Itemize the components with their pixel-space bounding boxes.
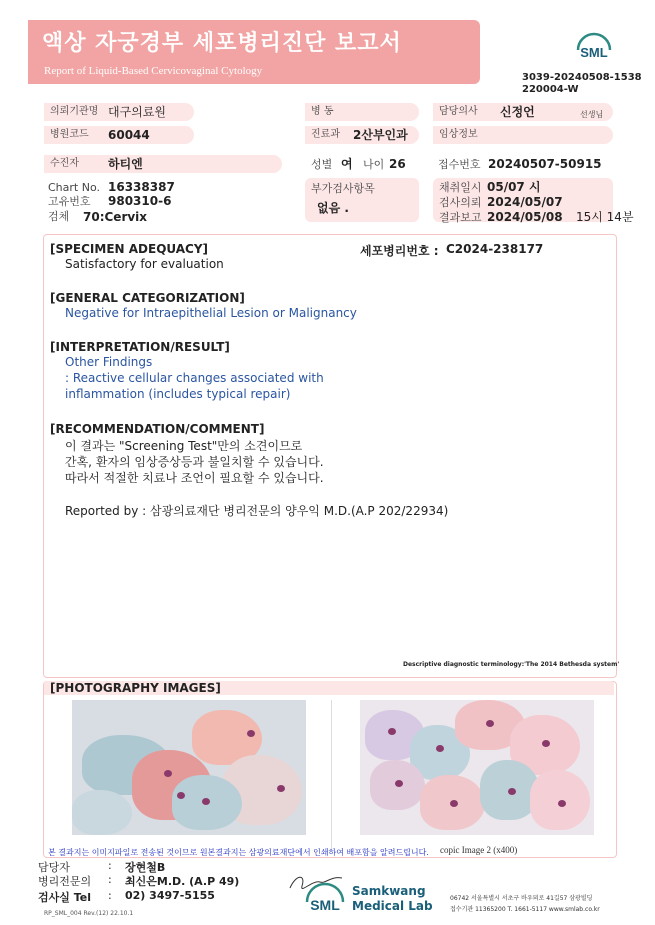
pathologist-colon: : xyxy=(108,873,112,886)
tel-value: 02) 3497-5155 xyxy=(125,889,215,902)
extra-label: 부가검사항목 xyxy=(311,182,375,195)
brand-line2: Medical Lab xyxy=(352,899,433,913)
interp-line1: Other Findings xyxy=(65,355,153,369)
hospital-code-label: 병원코드 xyxy=(44,126,194,144)
request-label: 검사의뢰 xyxy=(439,196,482,209)
age-label: 나이 xyxy=(363,158,385,171)
sex-label: 성별 xyxy=(311,158,333,171)
samkwang-logo xyxy=(302,880,348,920)
doctor-suffix: 선생님 xyxy=(580,110,604,119)
collect-value: 05/07 시 xyxy=(487,180,541,194)
cytology-image-1 xyxy=(72,700,306,835)
form-code: RP_SML_004 Rev.(12) 22.10.1 xyxy=(44,910,134,917)
dept-value: 2산부인과 xyxy=(353,128,408,142)
report-label: 결과보고 xyxy=(439,211,482,224)
general-text: Negative for Intraepithelial Lesion or Malignancy xyxy=(65,306,357,320)
photo-heading: [PHOTOGRAPHY IMAGES] xyxy=(50,681,221,695)
institution-label-bg: 의뢰기관명 xyxy=(44,103,194,121)
photo-divider xyxy=(331,700,332,850)
doctor-value: 신정언 xyxy=(500,105,535,119)
rec-line3: 따라서 적절한 치료나 조언이 필요할 수 있습니다. xyxy=(65,471,324,485)
image-notice: 본 결과지는 이미지파일로 전송된 것이므로 원본결과지는 삼광의료재단에서 인쇄하여 배포함을 알려드립니다. xyxy=(48,848,429,857)
dept-label: 진료과 xyxy=(305,126,419,144)
chart-label: Chart No. xyxy=(48,181,100,194)
tel-colon: : xyxy=(108,889,112,902)
doctor-label: 담당의사 xyxy=(433,103,613,121)
patient-value: 하티엔 xyxy=(108,157,143,171)
institution-value: 대구의료원 xyxy=(108,105,166,119)
receipt-label: 접수번호 xyxy=(438,158,481,171)
doc-number: 3039-20240508-1538 220004-W xyxy=(522,72,642,95)
reported-by: Reported by : 삼광의료재단 병리전문의 양우익 M.D.(A.P 202/22934) xyxy=(65,504,449,518)
sml-logo xyxy=(574,30,614,66)
adequacy-text: Satisfactory for evaluation xyxy=(65,257,224,271)
report-subtitle: Report of Liquid-Based Cervicovaginal Cytology xyxy=(44,65,263,77)
report-time: 15시 14분 xyxy=(576,210,634,224)
rec-heading: [RECOMMENDATION/COMMENT] xyxy=(50,422,265,436)
chart-value: 16338387 xyxy=(108,180,175,194)
image2-caption: copic Image 2 (x400) xyxy=(440,845,518,855)
svg-text:SML: SML xyxy=(310,897,340,913)
pathologist-label: 병리전문의 xyxy=(38,875,92,888)
rec-line1: 이 결과는 "Screening Test"만의 소견이므로 xyxy=(65,439,303,453)
hospital-code-value: 60044 xyxy=(108,128,150,142)
specimen-value: 70:Cervix xyxy=(83,210,148,224)
adequacy-heading: [SPECIMEN ADEQUACY] xyxy=(50,242,209,256)
address-line1: 06742 서울특별시 서초구 바우뫼로 41길57 삼광빌딩 xyxy=(450,895,593,902)
extra-tests-box xyxy=(305,178,419,222)
id-label: 고유번호 xyxy=(48,195,91,208)
report-title: 액상 자궁경부 세포병리진단 보고서 xyxy=(42,31,402,56)
interp-line3: inflammation (includes typical repair) xyxy=(65,387,291,401)
manager-value: 장현철B xyxy=(125,861,166,874)
brand-line1: Samkwang xyxy=(352,884,426,898)
manager-label: 담당자 xyxy=(38,861,70,874)
clinical-label: 임상정보 xyxy=(433,126,613,144)
extra-value: 없음 . xyxy=(317,201,349,215)
rec-line2: 간혹, 환자의 임상증상등과 불일치할 수 있습니다. xyxy=(65,455,324,469)
tel-label: 검사실 Tel xyxy=(38,891,91,904)
id-value: 980310-6 xyxy=(108,194,172,208)
specimen-label: 검체 xyxy=(48,210,70,223)
cyto-no-label: 세포병리번호 : xyxy=(360,244,439,258)
title-banner xyxy=(28,20,480,84)
cytology-image-2 xyxy=(360,700,594,835)
interp-line2: : Reactive cellular changes associated with xyxy=(65,371,324,385)
request-value: 2024/05/07 xyxy=(487,195,563,209)
general-heading: [GENERAL CATEGORIZATION] xyxy=(50,291,245,305)
logo-text: SML xyxy=(580,45,608,60)
ward-label: 병 동 xyxy=(305,103,419,121)
interp-heading: [INTERPRETATION/RESULT] xyxy=(50,340,230,354)
pathologist-value: 최신은M.D. (A.P 49) xyxy=(125,875,240,888)
manager-colon: : xyxy=(108,859,112,872)
terminology-note: Descriptive diagnostic terminology:'The 2014 Bethesda system' xyxy=(403,661,620,668)
collect-label: 채취일시 xyxy=(439,181,482,194)
report-value: 2024/05/08 xyxy=(487,210,563,224)
address-line2: 접수기관 11365200 T. 1661-5117 www.smlab.co.kr xyxy=(450,906,600,913)
sex-value: 여 xyxy=(341,157,353,171)
patient-label: 수진자 xyxy=(44,155,282,173)
cyto-no-value: C2024-238177 xyxy=(446,242,544,256)
age-value: 26 xyxy=(389,157,406,171)
receipt-value: 20240507-50915 xyxy=(488,157,602,171)
